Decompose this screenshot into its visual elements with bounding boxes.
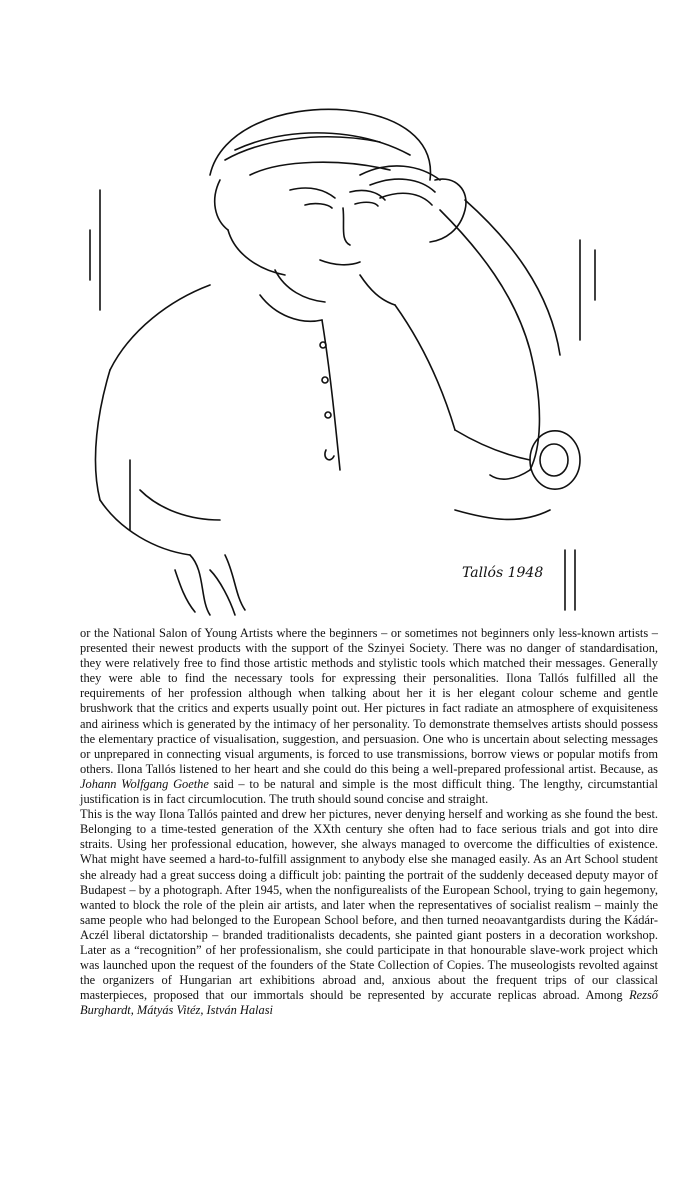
artist-names: Rezső Burghardt, Mátyás Vitéz, István Halasi (80, 988, 658, 1018)
paragraph-2: This is the way Ilona Tallós painted and drew her pictures, never denying herself and working as she found the best. Belonging to a time-tested generation of the XXth century she often had to face serious trials and got into dire straits. Using her professional education, however, she always managed to overcome the difficulties of existence. What might have seemed a hard-to-fulfill assignment to anybody else she managed easily. As an Art School student she already had a great success doing a difficult job: painting the portrait of the suddenly deceased deputy mayor of Budapest – by a photograph. After 1945, when the nonfigurealists of the European School, trying to gain hegemony, wanted to block the role of the plein air artists, and later when the representatives of socialist realism – mainly the same people who had belonged to the European School before, and then turned neoavantgardists during the Kádár-Aczél liberal dictatorship – branded traditionalists decadents, she painted giant posters in a decoration workshop. Later as a “recognition” of her professionalism, she could participate in that honourable slave-work project which was launched upon the request of the founders of the State Collection of Copies. The museologists revolted against the organizers of Hungarian art exhibitions abroad and, anxious about the frequent trips of our classical masterpieces, proposed that our immortals should be represented by accurate replicas abroad. Among Rezső Burghardt, Mátyás Vitéz, István Halasi (80, 807, 658, 1018)
goethe-name: Johann Wolfgang Goethe (80, 776, 209, 791)
paragraph-1: or the National Salon of Young Artists where the beginners – or sometimes not beginners only less-known artists – presented their newest products with the support of the Szinyei Society. There was no danger of standardisation, they were relatively free to find those artistic methods and stylistic tools which matched their messages. Generally they were able to find the necessary tools for expressing their personalities. Ilona Tallós fulfilled all the requirements of her profession although when talking about her it is her elegant colour scheme and gentle brushwork that the critics and experts usually point out. Her pictures in fact radiate an atmosphere of exquisiteness and airiness which is generated by the intimacy of her personality. To demonstrate themselves artists should possess the elementary practice of visualisation, suggestion, and persuasion. One who is uncertain about selecting messages or unprepared in connecting visual arguments, is forced to use transmissions, borrow views or popular motifs from others. Ilona Tallós listened to her heart and she could do this being a well-prepared professional artist. Because, as Johann Wolfgang Goethe said – to be natural and simple is the most difficult thing. The lengthy, circumstantial justification is in fact circumlocution. The truth should sound concise and straight. (80, 626, 658, 807)
article-body (80, 626, 658, 1018)
artist-signature: Tallós 1948 (462, 565, 544, 581)
portrait-sketch (60, 80, 620, 620)
